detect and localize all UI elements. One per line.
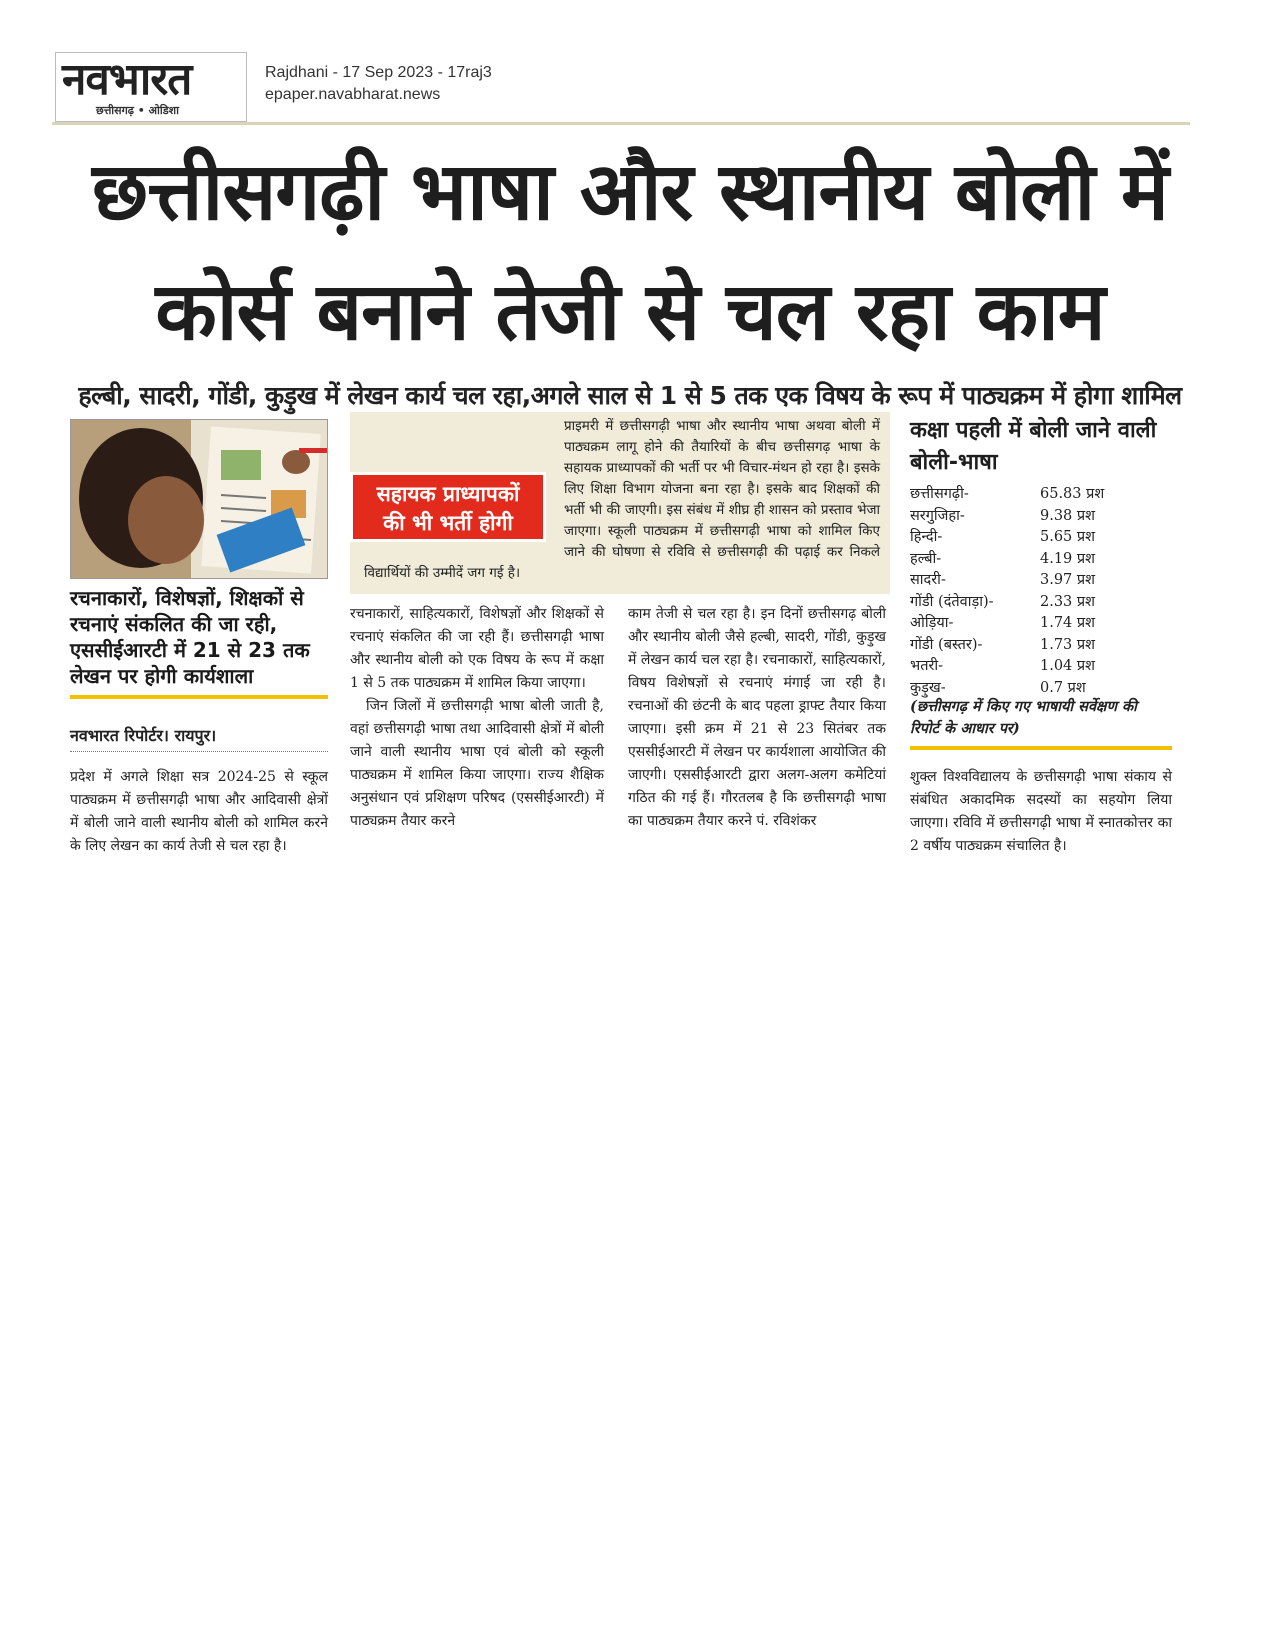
survey-note: (छत्तीसगढ़ में किए गए भाषायी सर्वेक्षण की रिपोर्ट के आधार पर) [910, 698, 1137, 737]
stat-row [910, 570, 1170, 592]
stat-language: गोंडी (दंतेवाड़ा)- [910, 593, 994, 610]
stat-row [910, 613, 1170, 635]
stat-row [910, 656, 1170, 678]
stat-language: हल्बी- [910, 550, 942, 567]
stat-value: 1.73 प्रश [1040, 636, 1096, 653]
deck-divider [70, 695, 328, 699]
byline-divider [70, 751, 328, 752]
column-3-text: काम तेजी से चल रहा है। इन दिनों छत्तीसगढ़ बोली और स्थानीय बोली जैसे हल्बी, सादरी, गोंडी, कुड़ुख में लेखन कार्य चल रहा है। रचनाकारों, साहित्यकारों, विषय विशेषज्ञों से रचनाएं मंगाई जा रही है। रचनाओं की छंटनी के बाद पहला ड्राफ्ट तैयार किया जाएगा। इसी क्रम में 21 से 23 सितंबर तक एससीईआरटी में लेखन पर कार्यशाला आयोजित की जाएगी। एससीईआरटी द्वारा अलग-अलग कमेटियां गठित की गई हैं। गौरतलब है कि छत्तीसगढ़ी भाषा का पाठ्यक्रम तैयार करने पं. रविशंकर [628, 606, 886, 829]
stats-box-title: कक्षा पहली में बोली जाने वाली बोली-भाषा [910, 418, 1157, 475]
badge-line-2: की भी भर्ती होगी [383, 511, 513, 535]
article-photo [70, 419, 328, 579]
stat-row [910, 549, 1170, 571]
stat-value: 4.19 प्रश [1040, 550, 1096, 567]
stat-language: भतरी- [910, 658, 944, 674]
stat-value: 3.97 प्रश [1040, 572, 1096, 588]
deck-text: रचनाकारों, विशेषज्ञों, शिक्षकों से रचनाएं संकलित की जा रही, एससीईआरटी में 21 से 23 तक लेखन पर होगी कार्यशाला [70, 586, 310, 688]
stat-language: गोंडी (बस्तर)- [910, 636, 983, 653]
column-4-text: शुक्ल विश्वविद्यालय के छत्तीसगढ़ी भाषा संकाय से संबंधित अकादमिक सदस्यों का सहयोग लिया जाएगा। रविवि में छत्तीसगढ़ी भाषा में स्नातकोत्तर का 2 वर्षीय पाठ्यक्रम संचालित है। [910, 769, 1172, 854]
stat-value: 1.74 प्रश [1040, 615, 1096, 631]
stat-language: सरगुजिहा- [910, 507, 965, 524]
stat-row [910, 635, 1170, 657]
stat-row [910, 592, 1170, 614]
byline: नवभारत रिपोर्टर। रायपुर। [70, 726, 217, 745]
stat-language: छत्तीसगढ़ी- [910, 486, 969, 502]
stat-value: 5.65 प्रश [1040, 529, 1096, 545]
edition-line: Rajdhani - 17 Sep 2023 - 17raj3 [265, 64, 492, 81]
stat-value: 0.7 प्रश [1040, 679, 1086, 696]
stat-value: 9.38 प्रश [1040, 507, 1096, 524]
stats-divider [910, 746, 1172, 750]
language-stats-list [910, 484, 1170, 699]
headline-line-2: कोर्स बनाने तेजी से चल रहा काम [155, 265, 1105, 358]
badge-spacer [364, 476, 564, 550]
stat-language: सादरी- [910, 572, 946, 588]
highlight-text: प्राइमरी में छत्तीसगढ़ी भाषा और स्थानीय भाषा अथवा बोली में पाठ्यक्रम लागू होने की तैयारियों के बीच छत्तीसगढ़ भाषा के सहायक प्राध्यापकों की भर्ती पर भी विचार-मंथन हो रहा है। इसके लिए शिक्षा विभाग योजना बना रहा है। इसके बाद शिक्षकों की भर्ती भी की जाएगी। इस संबंध में शीघ्र ही शासन को प्रस्ताव भेजा जाएगा। स्कूली पाठ्यक्रम में छत्तीसगढ़ी भाषा को शामिल किए जाने की घोषणा से रविवि से छत्तीसगढ़ी की पढ़ाई कर निकले विद्यार्थियों की उम्मीदें जग गई है। [364, 418, 880, 581]
stat-language: हिन्दी- [910, 529, 943, 545]
masthead-rule [52, 122, 1190, 125]
column-1-text: प्रदेश में अगले शिक्षा सत्र 2024-25 से स्कूल पाठ्यक्रम में छत्तीसगढ़ी भाषा और आदिवासी क्षेत्रों में बोली जाने वाली स्थानीय बोली को शामिल करने के लिए लेखन का कार्य तेजी से चल रहा है। [70, 769, 328, 854]
logo-wordmark: नवभारत [62, 54, 192, 105]
student-reading-photo [71, 420, 327, 578]
highlight-box [350, 412, 890, 594]
site-url: epaper.navabharat.news [265, 86, 441, 103]
newspaper-logo [55, 52, 247, 122]
stat-value: 65.83 प्रश [1040, 486, 1105, 502]
stat-value: 2.33 प्रश [1040, 593, 1096, 610]
column-2-para-2: जिन जिलों में छत्तीसगढ़ी भाषा बोली जाती है, वहां छत्तीसगढ़ी भाषा तथा आदिवासी क्षेत्रों में बोली जाने वाली स्थानीय भाषा एवं बोली को स्कूली पाठ्यक्रम में शामिल किया जाएगा। राज्य शैक्षिक अनुसंधान एवं प्रशिक्षण परिषद (एससीईआरटी) में पाठ्यक्रम तैयार करने [350, 698, 604, 829]
column-2-text [350, 603, 604, 833]
stat-language: कुड़ुख- [910, 679, 946, 696]
column-2-para-1: रचनाकारों, साहित्यकारों, विशेषज्ञों और शिक्षकों से रचनाएं संकलित की जा रही हैं। छत्तीसगढ़ी भाषा और स्थानीय बोली को एक विषय के रूप में कक्षा 1 से 5 तक पाठ्यक्रम में शामिल किया जाएगा। [350, 606, 604, 691]
stat-row [910, 484, 1170, 506]
badge-line-1: सहायक प्राध्यापकों [376, 482, 520, 506]
stat-language: ओड़िया- [910, 615, 954, 631]
stat-value: 1.04 प्रश [1040, 658, 1096, 674]
stat-row [910, 506, 1170, 528]
subheadline: हल्बी, सादरी, गोंडी, कुड़ुख में लेखन कार्य चल रहा,अगले साल से 1 से 5 तक एक विषय के रूप में पाठ्यक्रम में होगा शामिल [78, 381, 1182, 410]
headline-line-1: छत्तीसगढ़ी भाषा और स्थानीय बोली में [92, 145, 1168, 238]
logo-tagline: छत्तीसगढ़ • ओडिशा [96, 104, 179, 117]
stat-row [910, 527, 1170, 549]
highlight-text-wrap [364, 416, 880, 584]
